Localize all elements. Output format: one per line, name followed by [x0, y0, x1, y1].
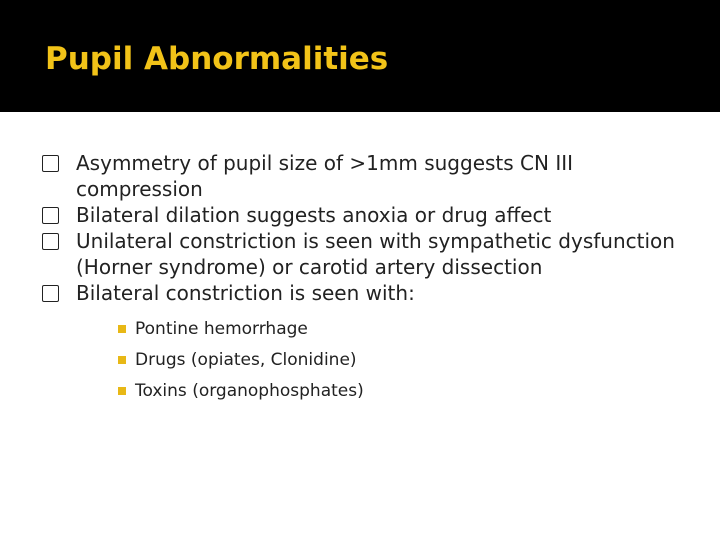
- bullet-item: [40, 202, 680, 228]
- bullet-text: Bilateral constriction is seen with:: [76, 281, 415, 305]
- sub-bullet-item: [96, 314, 680, 345]
- slide-content: [40, 150, 680, 407]
- square-bullet-icon: [118, 325, 126, 333]
- bullet-text: Unilateral constriction is seen with sympathetic dysfunction (Horner syndrome) or carotid artery dissection: [76, 229, 675, 279]
- missing-glyph-box-icon: [42, 285, 59, 302]
- sub-bullet-item: [96, 345, 680, 376]
- square-bullet-icon: [118, 387, 126, 395]
- sub-bullet-list: [96, 314, 680, 407]
- bullet-item: [40, 228, 680, 280]
- bullet-item: [40, 280, 680, 407]
- bullet-text: Bilateral dilation suggests anoxia or drug affect: [76, 203, 552, 227]
- slide-title: Pupil Abnormalities: [45, 41, 389, 77]
- title-bar: [0, 0, 720, 112]
- sub-bullet-text: Pontine hemorrhage: [135, 319, 308, 339]
- bullet-list: [40, 150, 680, 407]
- square-bullet-icon: [118, 356, 126, 364]
- bullet-text: Asymmetry of pupil size of >1mm suggests CN III compression: [76, 151, 574, 201]
- sub-bullet-item: [96, 376, 680, 407]
- missing-glyph-box-icon: [42, 155, 59, 172]
- sub-bullet-text: Toxins (organophosphates): [135, 381, 364, 401]
- sub-bullet-text: Drugs (opiates, Clonidine): [135, 350, 357, 370]
- missing-glyph-box-icon: [42, 207, 59, 224]
- missing-glyph-box-icon: [42, 233, 59, 250]
- bullet-item: [40, 150, 680, 202]
